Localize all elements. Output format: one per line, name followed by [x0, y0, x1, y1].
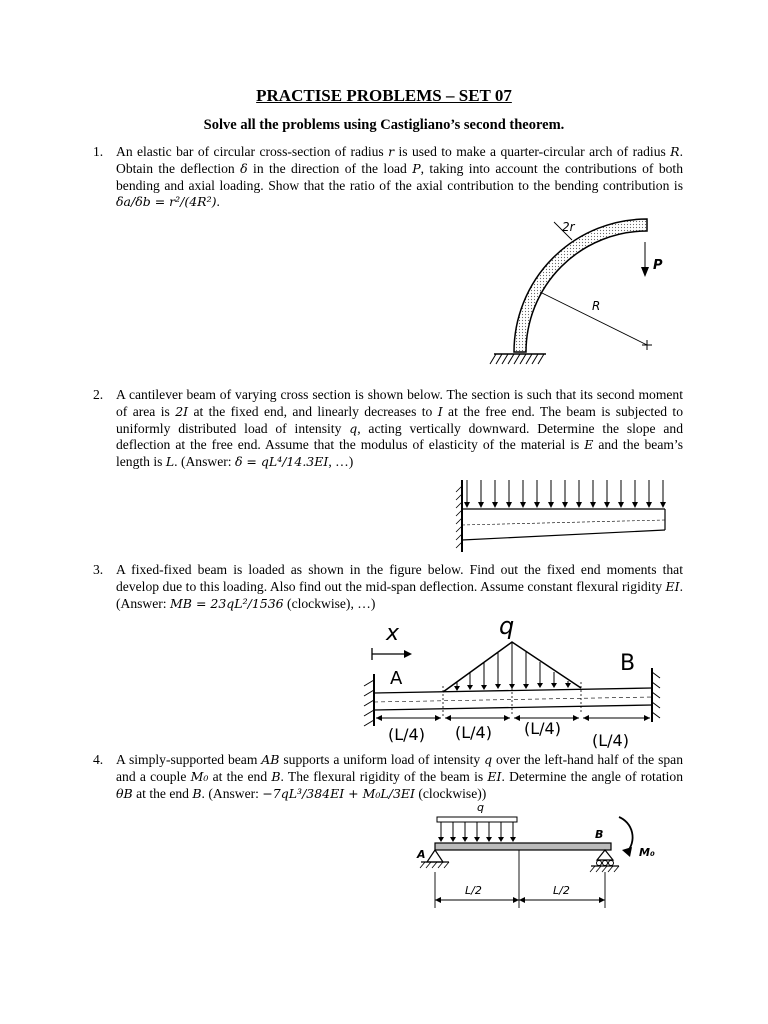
beam-top [374, 688, 652, 693]
couple-arrowhead [622, 847, 632, 857]
arch-bar [514, 219, 647, 352]
span-label-3: (L/4) [524, 719, 561, 738]
udl-arrowheads [438, 837, 516, 842]
ground-a-hatch [420, 862, 449, 868]
figure-fixed-fixed-beam [352, 614, 662, 754]
half-span-label-left: L/2 [465, 884, 482, 897]
ground-hatch [490, 354, 544, 364]
ratio-formula: δa/δb = r²/(4R²) [116, 194, 217, 210]
page-title: PRACTISE PROBLEMS – SET 07 [256, 86, 512, 105]
x-label: x [386, 621, 400, 646]
ground-b-hatch [590, 866, 619, 872]
beam-ab [435, 843, 611, 850]
roller-3 [609, 861, 614, 866]
span-label-2: (L/4) [455, 723, 492, 742]
roller-support-b [597, 850, 613, 860]
half-span-label-right: L/2 [553, 884, 570, 897]
load-arrows [457, 642, 568, 690]
beam-centerline [374, 697, 652, 702]
problem-text: A simply-supported beam AB supports a uniform load of intensity q over the left-hand half of the span and a couple M₀ at the end B. The flexural rigidity of the beam is EI. Determine the angle of rotation θB at the end B. (Answer: −7qL³/384EI + M₀L/3EI (clockwise)) [116, 752, 684, 801]
problem-number: 1. [93, 144, 104, 159]
thickness-label: 2r [562, 220, 575, 234]
x-arrowhead [404, 650, 412, 658]
problem-text: An elastic bar of circular cross-section of radius r is used to make a quarter-circular arch of radius R. Obtain the deflection δ in the direction of the load P, taking into account the contributions of both bending and axial loading. Show that the ratio of the axial contribution to the bending contribution is δa/δb = r²/(4R²). [116, 144, 683, 210]
moment-label: M₀ [639, 846, 655, 859]
figure-simply-supported-beam [405, 800, 675, 918]
problem-number: 2. [93, 387, 104, 402]
span-label-1: (L/4) [388, 725, 425, 744]
q-label: q [477, 801, 484, 814]
answer-formula: −7qL³/384EI + M₀L/3EI [262, 785, 415, 801]
roller-1 [597, 861, 602, 866]
beam-bottom [374, 705, 652, 710]
label-a: A [417, 848, 426, 861]
problem-2 [93, 387, 683, 471]
label-b: B [595, 828, 604, 841]
figure-cantilever [453, 474, 678, 556]
span-label-4: (L/4) [592, 731, 629, 750]
answer-formula: δ = qL⁴/14.3EI [234, 454, 329, 470]
problem-number: 3. [93, 562, 104, 577]
udl-arrowheads [464, 502, 666, 508]
answer-formula: MB = 23qL²/1536 [169, 595, 284, 611]
beam-centerline [462, 520, 665, 525]
problem-4 [93, 752, 683, 802]
radius-label: R [592, 299, 601, 313]
problem-text: A cantilever beam of varying cross section is shown below. The section is such that its second moment of area is 2I at the fixed end, and linearly decreases to I at the free end. The beam is subjected to uniformly distributed load of intensity q, acting vertically downward. Determine the slope and deflection at the free end. Assume that the modulus of elasticity of the material is E and the beam’s length is L. (Answer: δ = qL⁴/14.3EI, …) [116, 387, 684, 470]
load-arrow-head [641, 267, 649, 277]
problem-text: A fixed-fixed beam is loaded as shown in the figure below. Find out the fixed end moments that develop due to this loading. Also find out the mid-span deflection. Assume constant flexural rigidity EI. (Answer: MB = 23qL²/1536 (clockwise), …) [116, 562, 683, 611]
load-label: P [653, 258, 663, 273]
couple-arc [619, 817, 633, 852]
problem-1 [93, 144, 683, 211]
support-b-label: B [620, 651, 636, 676]
pin-support-a [427, 850, 443, 862]
roller-2 [603, 861, 608, 866]
page-subtitle: Solve all the problems using Castigliano’s second theorem. [203, 117, 565, 133]
figure-quarter-arch [488, 214, 678, 384]
udl-block [437, 817, 517, 822]
support-a-label: A [390, 668, 403, 689]
problem-3 [93, 562, 683, 612]
beam-bottom-edge [462, 530, 665, 540]
q-label: q [499, 614, 515, 640]
problem-number: 4. [93, 752, 104, 767]
